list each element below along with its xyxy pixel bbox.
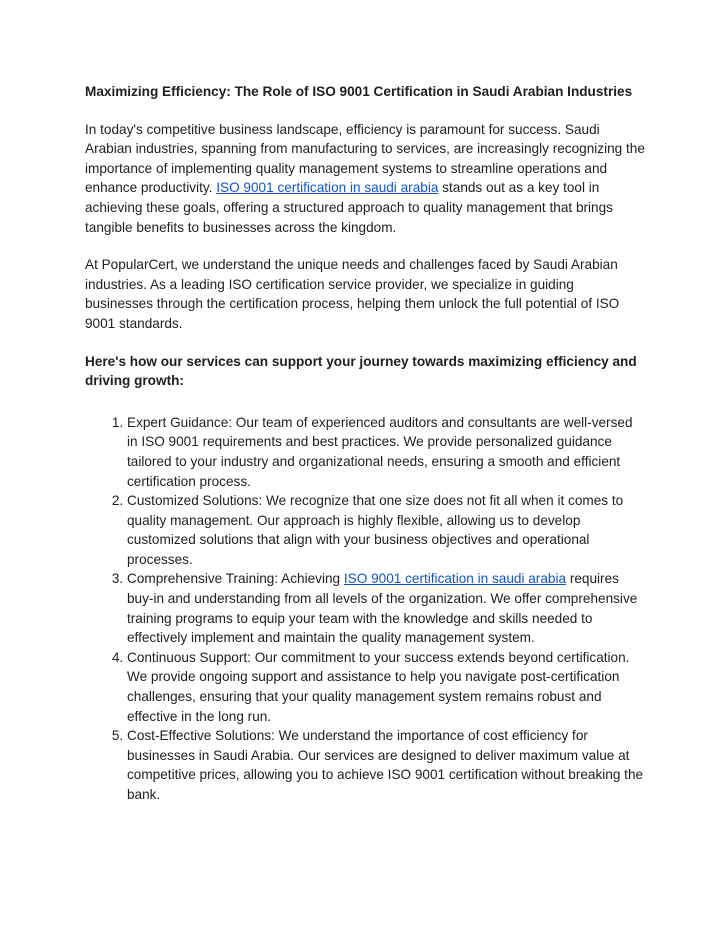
services-list bbox=[85, 413, 645, 805]
iso-certification-link[interactable]: ISO 9001 certification in saudi arabia bbox=[343, 571, 567, 587]
intro-text-after: stands out as a key tool in achieving these goals, offering a structured approach to quality management that brings tangible benefits to businesses across the kingdom. bbox=[85, 180, 613, 235]
list-item-text-after: requires buy-in and understanding from all levels of the organization. We offer comprehensive training programs to equip your team with the knowledge and skills needed to effectively implement and maintain the quality management system. bbox=[127, 571, 638, 646]
iso-certification-link[interactable]: ISO 9001 certification in saudi arabia bbox=[216, 180, 439, 196]
list-item bbox=[127, 569, 645, 647]
list-item: 4. Continuous Support: Our commitment to your success extends beyond certification. We provide ongoing support and assistance to help you navigate post-certification challenges, ensuring that your quality management system remains robust and effective in the long run. bbox=[127, 648, 645, 726]
list-item: 5. Cost-Effective Solutions: We understand the importance of cost efficiency for businesses in Saudi Arabia. Our services are designed to deliver maximum value at competitive prices, allowing you to achieve ISO 9001 certification without breaking the bank. bbox=[127, 726, 645, 804]
services-lead: Here's how our services can support your journey towards maximizing efficiency and driving growth: bbox=[85, 353, 637, 389]
document-page bbox=[85, 82, 645, 805]
list-item: 2. Customized Solutions: We recognize that one size does not fit all when it comes to quality management. Our approach is highly flexible, allowing us to develop customized solutions that align with your business objectives and operational processes. bbox=[127, 491, 645, 569]
intro-paragraph bbox=[85, 120, 645, 238]
document-title: Maximizing Efficiency: The Role of ISO 9001 Certification in Saudi Arabian Industries bbox=[85, 84, 633, 99]
list-item-text-before: Comprehensive Training: Achieving bbox=[127, 571, 344, 587]
about-paragraph: At PopularCert, we understand the unique needs and challenges faced by Saudi Arabian industries. As a leading ISO certification service provider, we specialize in guiding businesses through the certification process, helping them unlock the full potential of ISO 9001 standards. bbox=[85, 257, 620, 331]
intro-text-before: In today's competitive business landscape, efficiency is paramount for success. Saudi Arabian industries, spanning from manufacturing to services, are increasingly recognizing the importance of implementing quality management systems to streamline operations and enhance productivity. bbox=[85, 121, 645, 196]
list-item: 1. Expert Guidance: Our team of experienced auditors and consultants are well-versed in ISO 9001 requirements and best practices. We provide personalized guidance tailored to your industry and organizational needs, ensuring a smooth and efficient certification process. bbox=[127, 413, 645, 491]
